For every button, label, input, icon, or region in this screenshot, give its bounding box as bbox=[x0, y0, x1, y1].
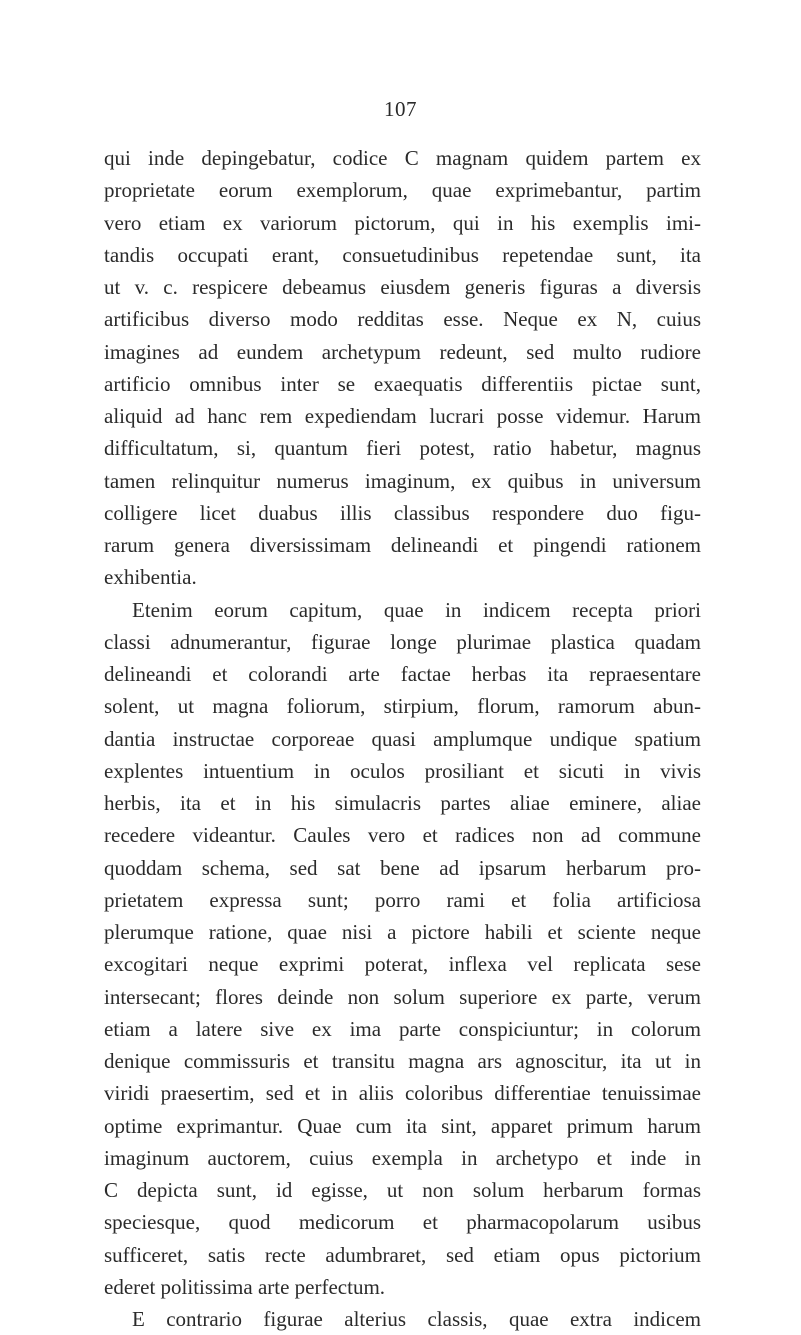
text-line: plerumque ratione, quae nisi a pictore habili et sciente neque bbox=[104, 920, 701, 944]
text-line: imaginum auctorem, cuius exempla in archetypo et inde in bbox=[104, 1145, 701, 1170]
text-line: ut v. c. respicere debeamus eiusdem generis figuras a diversis bbox=[104, 275, 701, 299]
text-line: excogitari neque exprimi poterat, inflexa vel replicata sese bbox=[104, 952, 701, 977]
text-line: vero etiam ex variorum pictorum, qui in his exemplis imi- bbox=[104, 210, 701, 235]
text-line: aliquid ad hanc rem expediendam lucrari posse videmur. Harum bbox=[104, 404, 701, 428]
text-line: proprietate eorum exemplorum, quae exprimebantur, partim bbox=[104, 178, 701, 203]
text-line: artificio omnibus inter se exaequatis differentiis pictae sunt, bbox=[104, 371, 701, 396]
text-line: classi adnumerantur, figurae longe plurimae plastica quadam bbox=[104, 629, 701, 654]
text-line: tamen relinquitur numerus imaginum, ex quibus in universum bbox=[104, 468, 701, 493]
text-line: sufficeret, satis recte adumbraret, sed etiam opus pictorium bbox=[104, 1242, 701, 1267]
text-line: artificibus diverso modo redditas esse. Neque ex N, cuius bbox=[104, 307, 701, 332]
text-line: ederet politissima arte perfectum. bbox=[104, 1274, 386, 1299]
text-line: E contrario figurae alterius classis, quae extra indicem bbox=[132, 1307, 701, 1331]
text-line: quoddam schema, sed sat bene ad ipsarum herbarum pro- bbox=[104, 855, 701, 880]
text-line: solent, ut magna foliorum, stirpium, florum, ramorum abun- bbox=[104, 694, 701, 719]
text-line: recedere videantur. Caules vero et radices non ad commune bbox=[104, 823, 701, 848]
text-line: denique commissuris et transitu magna ars agnoscitur, ita ut in bbox=[104, 1049, 701, 1073]
text-line: dantia instructae corporeae quasi amplumque undique spatium bbox=[104, 726, 701, 751]
text-line: Etenim eorum capitum, quae in indicem recepta priori bbox=[132, 597, 701, 622]
text-line: colligere licet duabus illis classibus respondere duo figu- bbox=[104, 500, 701, 525]
text-line: optime exprimantur. Quae cum ita sint, apparet primum harum bbox=[104, 1113, 701, 1138]
text-line: difficultatum, si, quantum fieri potest, ratio habetur, magnus bbox=[104, 436, 701, 461]
text-line: exhibentia. bbox=[104, 565, 197, 590]
paragraph bbox=[104, 594, 701, 1304]
text-line: intersecant; flores deinde non solum superiore ex parte, verum bbox=[104, 984, 701, 1009]
paragraph bbox=[104, 1303, 701, 1335]
text-line: tandis occupati erant, consuetudinibus repetendae sunt, ita bbox=[104, 242, 701, 267]
text-line: imagines ad eundem archetypum redeunt, sed multo rudiore bbox=[104, 339, 701, 364]
page-number: 107 bbox=[384, 97, 417, 121]
text-line: etiam a latere sive ex ima parte conspiciuntur; in colorum bbox=[104, 1016, 701, 1041]
text-line: qui inde depingebatur, codice C magnam quidem partem ex bbox=[104, 146, 701, 170]
text-line: viridi praesertim, sed et in aliis coloribus differentiae tenuissimae bbox=[104, 1081, 701, 1106]
text-line: C depicta sunt, id egisse, ut non solum herbarum formas bbox=[104, 1178, 701, 1202]
text-line: prietatem expressa sunt; porro rami et folia artificiosa bbox=[104, 887, 701, 912]
paragraph bbox=[104, 142, 701, 594]
text-line: delineandi et colorandi arte factae herbas ita repraesentare bbox=[104, 662, 701, 686]
text-line: rarum genera diversissimam delineandi et pingendi rationem bbox=[104, 533, 701, 557]
body-text bbox=[104, 142, 701, 1335]
text-line: explentes intuentium in oculos prosiliant et sicuti in vivis bbox=[104, 758, 701, 783]
text-line: speciesque, quod medicorum et pharmacopolarum usibus bbox=[104, 1210, 701, 1235]
text-line: herbis, ita et in his simulacris partes aliae eminere, aliae bbox=[104, 791, 701, 815]
